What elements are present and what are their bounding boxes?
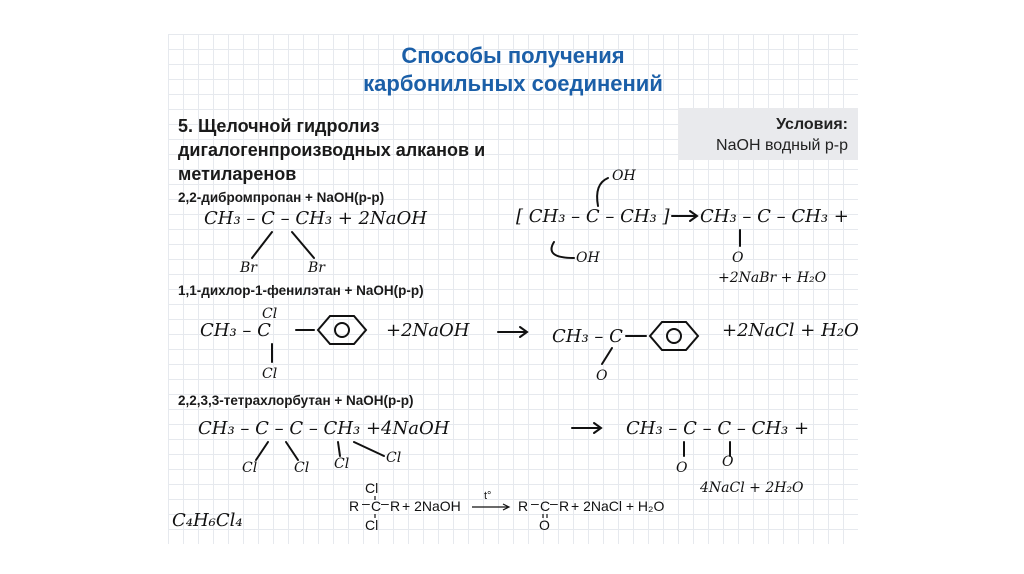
reaction-label-3: 2,2,3,3-тетрахлорбутан + NaOH(р-р) (178, 393, 414, 408)
conditions-value: NaOH водный р-р (716, 137, 848, 154)
gf-product-c: C (540, 498, 551, 514)
reaction-label-2: 1,1-дихлор-1-фенилэтан + NaOH(р-р) (178, 283, 424, 298)
r3-cl-1: Cl (242, 460, 258, 476)
gf-arrow-label: t° (484, 490, 492, 502)
gf-c-left: C (371, 498, 382, 514)
r1-byproduct: +2NaBr + H₂O (718, 270, 827, 286)
r2-o: O (596, 368, 608, 384)
r2-reactant: CH₃ – C (200, 320, 271, 341)
title-line-1: Способы получения (401, 43, 625, 68)
title-line-2: карбонильных соединений (363, 71, 663, 96)
r1-o: O (732, 250, 744, 266)
section-title: 5. Щелочной гидролиз дигалогенпроизводных алканов и метиларенов (178, 116, 486, 184)
r2-reagent: +2NaOH (386, 320, 470, 341)
r1-product: CH₃ – C – CH₃ + (700, 206, 849, 227)
gf-dash-2: – (381, 495, 389, 511)
r3-cl-3: Cl (334, 456, 350, 472)
gf-o: O (539, 517, 550, 533)
r1-br-right: Br (308, 260, 325, 276)
gf-r-right: R (390, 498, 401, 514)
r3-cl-2: Cl (294, 460, 310, 476)
r3-cl-4: Cl (386, 450, 402, 466)
reaction-label-1: 2,2-дибромпропан + NaOH(р-р) (178, 190, 385, 205)
gf-cl-top: Cl (365, 480, 379, 496)
r2-byproduct: +2NaCl + H₂O (722, 320, 859, 341)
conditions-label: Условия: (776, 116, 848, 133)
gf-product-r-right: R (559, 498, 570, 514)
r2-product: CH₃ – C (552, 326, 623, 347)
r3-o-1: O (676, 460, 688, 476)
gf-cl-bottom: Cl (365, 517, 379, 533)
r1-reactant: CH₃ – C – CH₃ + 2NaOH (204, 208, 427, 229)
r1-br-left: Br (240, 260, 257, 276)
r3-product: CH₃ – C – C – CH₃ + (626, 418, 810, 439)
gf-dash-1: – (362, 495, 370, 511)
side-note-formula: C₄H₆Cl₄ (172, 510, 243, 531)
r2-cl-top: Cl (262, 306, 278, 322)
r3-reactant: CH₃ – C – C – CH₃ +4NaOH (198, 418, 450, 439)
gf-products: + 2NaCl + H₂O (571, 498, 665, 514)
gf-product-dash-1: – (531, 495, 539, 511)
r1-intermediate: [ CH₃ – C – CH₃ ] (516, 206, 670, 227)
r1-oh-bottom: OH (576, 250, 600, 266)
r3-o-2: O (722, 454, 734, 470)
gf-product-r-left: R (518, 498, 529, 514)
gf-product-dash-2: – (550, 495, 558, 511)
gf-r-left: R (349, 498, 360, 514)
r1-oh-top: OH (612, 168, 636, 184)
r3-byproduct: 4NaCl + 2H₂O (700, 480, 804, 496)
r2-cl-bottom: Cl (262, 366, 278, 382)
gf-reagent: + 2NaOH (402, 498, 461, 514)
